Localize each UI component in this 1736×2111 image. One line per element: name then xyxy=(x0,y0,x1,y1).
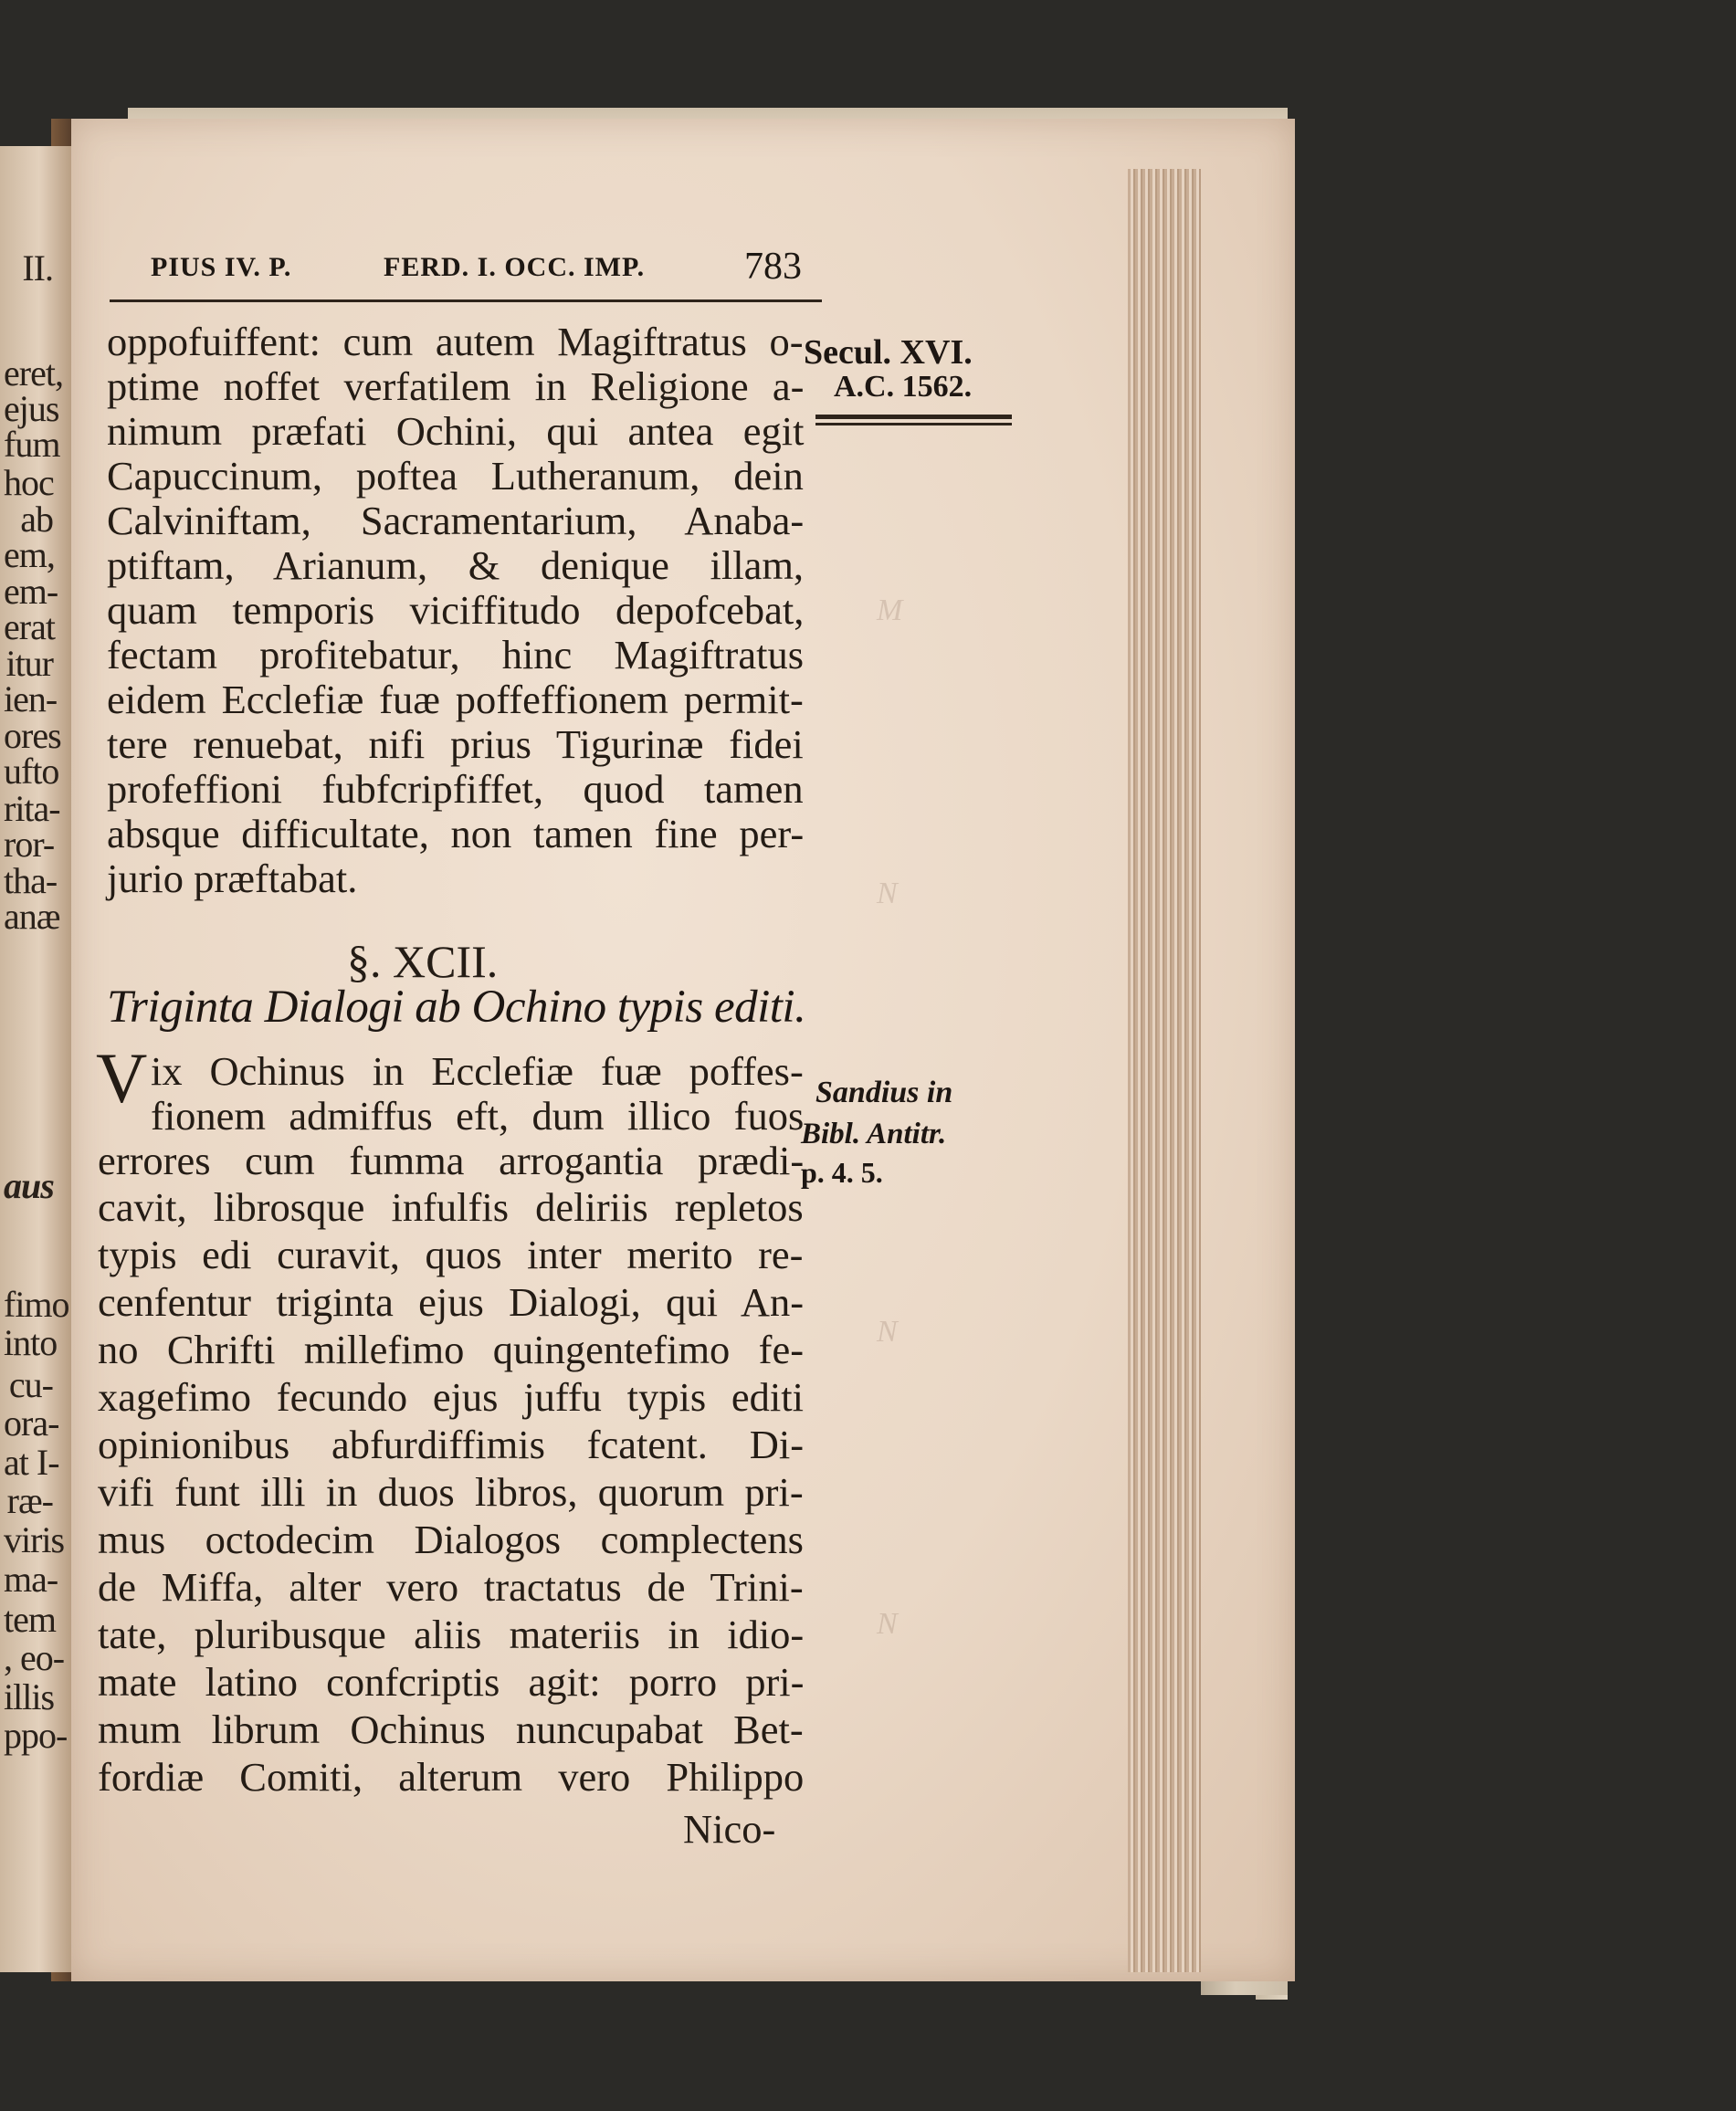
left-page-fragment: viris xyxy=(4,1519,65,1560)
margin-note-reference-author: Sandius in xyxy=(815,1076,953,1109)
text-line: tate, pluribusque aliis materiis in idio- xyxy=(98,1612,805,1657)
text-line: mum librum Ochinus nuncupabat Bet- xyxy=(98,1707,804,1752)
left-page-fragment: ab xyxy=(20,499,53,540)
show-through-text: M xyxy=(877,593,903,627)
text-line: de Miffa, alter vero tractatus de Trini- xyxy=(98,1564,804,1610)
margin-note-reference-work: Bibl. Antitr. xyxy=(801,1118,947,1150)
section-title: Triginta Dialogi ab Ochino typis editi. xyxy=(107,982,806,1033)
text-line: tere renuebat, nifi prius Tigurinæ fidei xyxy=(107,721,804,767)
show-through-text: N xyxy=(877,1315,898,1349)
margin-note-century: Secul. XVI. xyxy=(804,333,973,372)
running-head-emperor: FERD. I. OCC. IMP. xyxy=(384,252,646,282)
text-line: jurio præftabat. xyxy=(107,856,358,901)
left-page-fragment: itur xyxy=(5,643,53,684)
text-line: fordiæ Comiti, alterum vero Philippo xyxy=(98,1754,805,1800)
left-page-fragment: aus xyxy=(4,1165,54,1206)
text-line: fectam profitebatur, hinc Magiftratus xyxy=(107,632,805,677)
left-page-fragment: tha- xyxy=(4,860,58,901)
left-page-fragment: II. xyxy=(22,247,53,289)
left-page-fragment: tem xyxy=(4,1599,56,1640)
left-page-fragment: ejus xyxy=(4,388,59,429)
section-number: §. XCII. xyxy=(347,936,499,987)
text-line: cenfentur triginta ejus Dialogi, qui An- xyxy=(98,1279,805,1325)
text-line: mate latino confcriptis agit: porro pri- xyxy=(98,1659,805,1705)
text-line: nimum præfati Ochini, qui antea egit xyxy=(107,408,805,454)
show-through-text: N xyxy=(877,877,898,910)
left-page-fragment: em- xyxy=(4,571,58,612)
left-page-fragment: ora- xyxy=(4,1402,59,1444)
text-line: no Chrifti millefimo quingentefimo fe- xyxy=(98,1327,805,1372)
header-rule xyxy=(110,299,822,302)
left-page-fragment: em, xyxy=(4,534,55,575)
text-line: ptime noffet verfatilem in Religione a- xyxy=(107,363,805,409)
text-line: mus octodecim Dialogos complectens xyxy=(98,1517,804,1562)
left-page-fragment: erat xyxy=(4,606,55,647)
text-line: ix Ochinus in Ecclefiæ fuæ poffes- xyxy=(151,1048,804,1094)
page-number: 783 xyxy=(744,246,802,288)
margin-note-year: A.C. 1562. xyxy=(834,370,973,404)
page-fore-edge xyxy=(1128,169,1201,1972)
left-page-fragment: fum xyxy=(4,424,60,465)
left-page-fragment: at I- xyxy=(4,1442,59,1483)
running-head xyxy=(151,245,826,290)
margin-note-reference-page: p. 4. 5. xyxy=(801,1156,883,1189)
text-line: absque difficultate, non tamen fine per- xyxy=(107,811,805,856)
left-facing-page xyxy=(0,146,71,1972)
left-page-fragment: cu- xyxy=(8,1364,53,1405)
left-page-fragment: ma- xyxy=(4,1559,58,1600)
left-page-fragment: , eo- xyxy=(4,1637,65,1678)
text-line: oppofuiffent: cum autem Magiftratus o- xyxy=(107,319,804,364)
text-line: Capuccinum, poftea Lutheranum, dein xyxy=(107,453,804,499)
text-line: errores cum fumma arrogantia prædi- xyxy=(98,1138,805,1183)
left-page-fragment: hoc xyxy=(4,462,54,503)
left-page-fragment: ppo- xyxy=(4,1715,68,1756)
margin-note-rule xyxy=(815,415,1012,419)
left-page-fragment: into xyxy=(4,1322,58,1363)
left-page-fragment: eret, xyxy=(4,352,63,394)
text-line: quam temporis viciffitudo depofcebat, xyxy=(107,587,805,633)
text-line: opinionibus abfurdiffimis fcatent. Di- xyxy=(98,1422,805,1467)
text-line: cavit, librosque infulfis deliriis repletos xyxy=(98,1184,804,1230)
text-line: typis edi curavit, quos inter merito re- xyxy=(98,1232,804,1277)
left-page-fragment: rita- xyxy=(4,788,60,829)
left-page-fragment: ien- xyxy=(4,678,58,719)
show-through-text: N xyxy=(877,1607,898,1641)
left-page-fragment: ror- xyxy=(4,824,55,865)
text-line: xagefimo fecundo ejus juffu typis editi xyxy=(98,1374,805,1420)
drop-cap: V xyxy=(96,1038,148,1118)
left-page-fragment: illis xyxy=(4,1676,55,1717)
text-line: eidem Ecclefiæ fuæ poffeffionem permit- xyxy=(107,677,804,722)
text-line: Calviniftam, Sacramentarium, Anaba- xyxy=(107,498,805,543)
text-line: fionem admiffus eft, dum illico fuos xyxy=(151,1093,805,1139)
text-line: profeffioni fubfcripfiffet, quod tamen xyxy=(107,766,804,812)
left-page-fragment: fimo xyxy=(4,1284,69,1325)
left-page-fragment: ores xyxy=(4,715,61,756)
catchword: Nico- xyxy=(683,1806,776,1852)
left-page-fragment: ræ- xyxy=(6,1480,53,1521)
text-line: ptiftam, Arianum, & denique illam, xyxy=(107,542,805,588)
text-line: vifi funt illi in duos libros, quorum pri- xyxy=(98,1469,804,1515)
margin-note-rule xyxy=(815,423,1012,425)
running-head-pope: PIUS IV. P. xyxy=(151,252,292,282)
left-page-fragment: ufto xyxy=(4,751,59,792)
left-page-fragment: anæ xyxy=(4,896,60,937)
